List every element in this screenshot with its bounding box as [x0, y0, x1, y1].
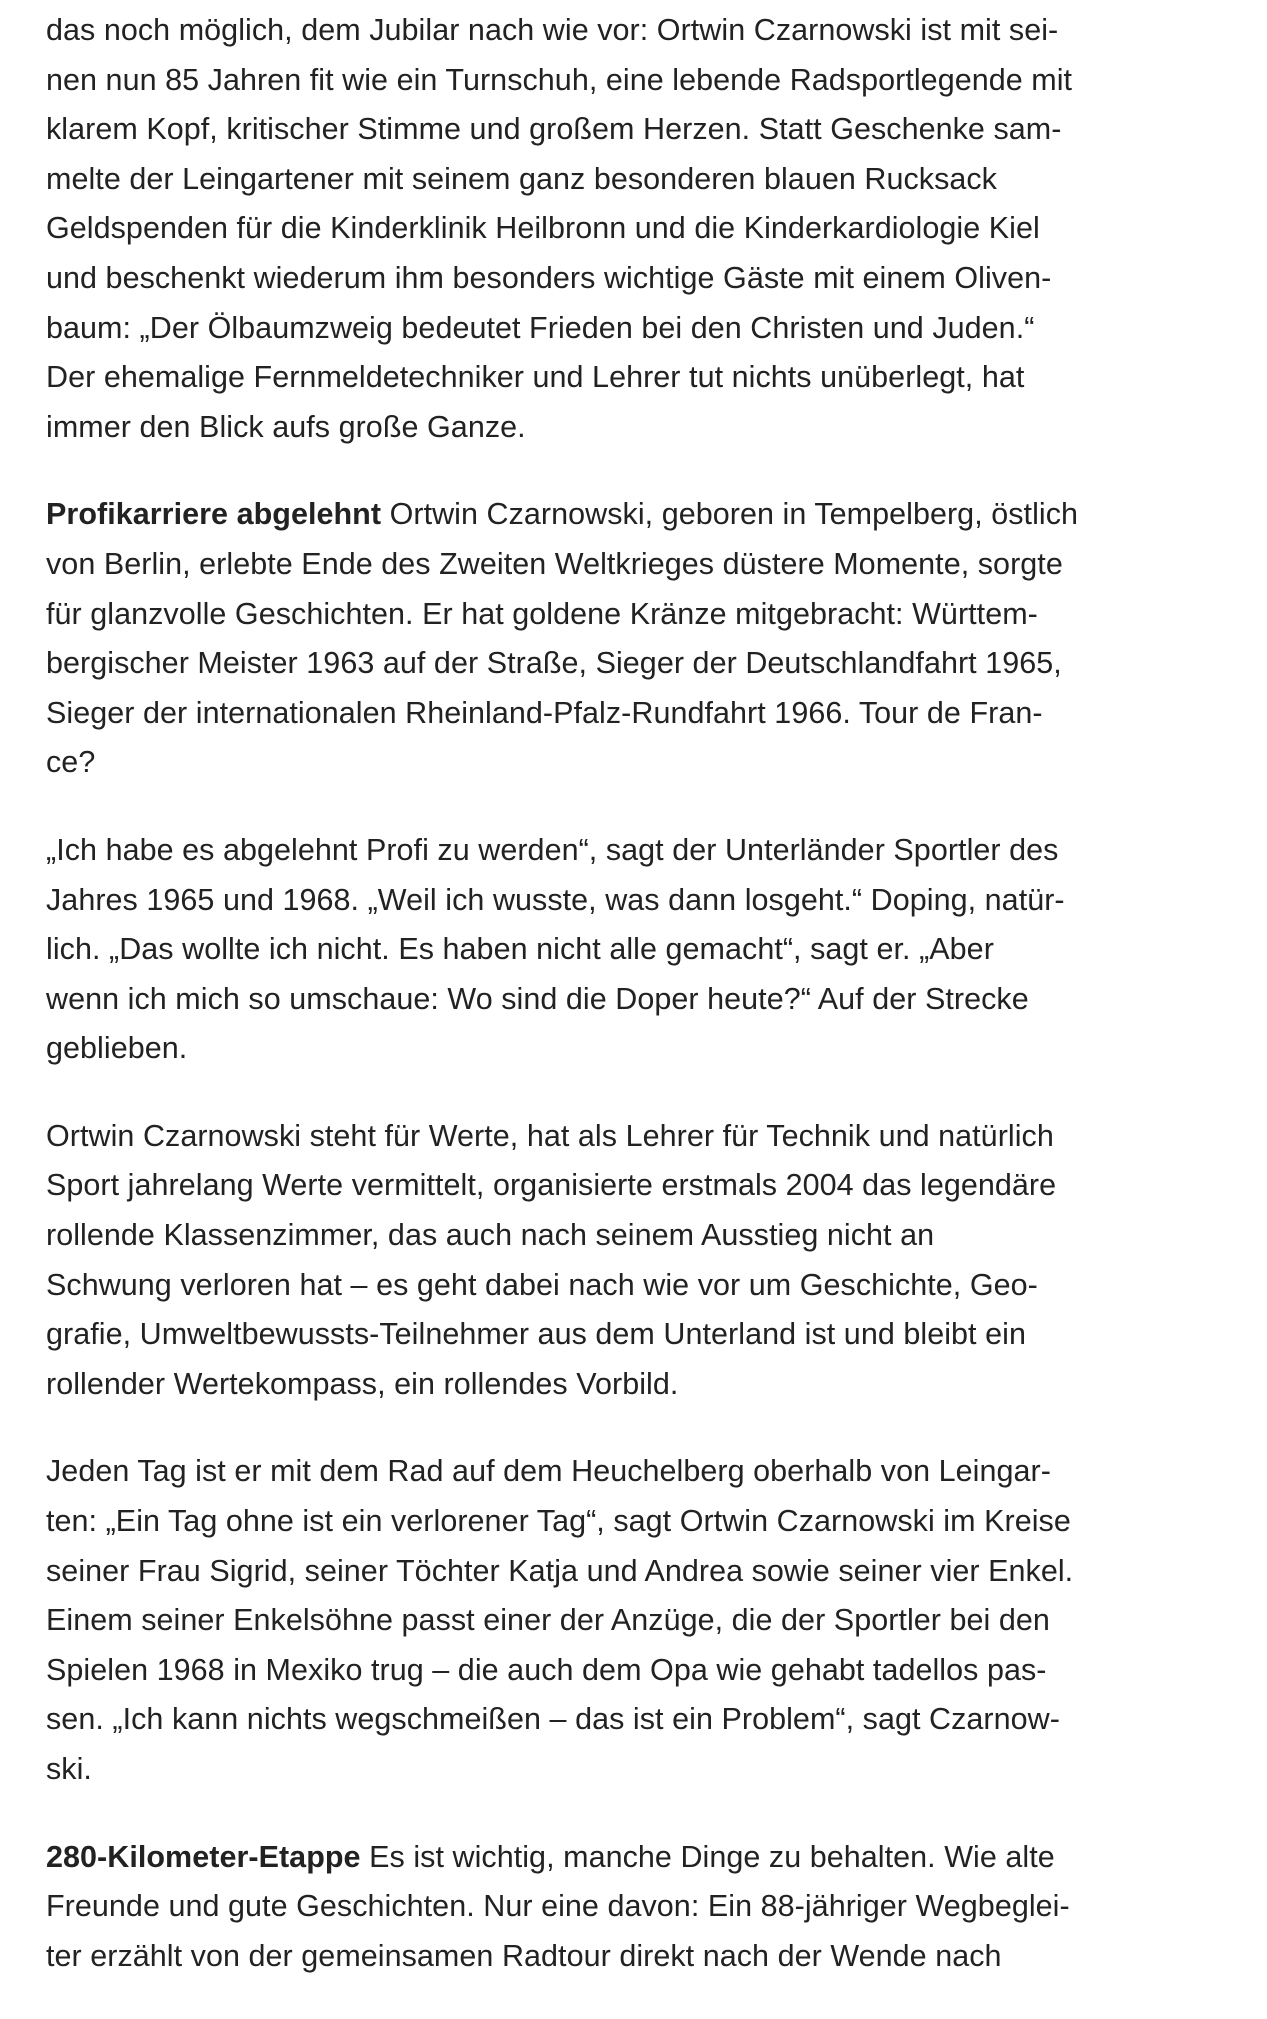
text-fragment: Es ist wichtig, manche Dinge zu behalten. Wie alte [360, 1839, 1055, 1874]
paragraph [46, 1833, 1231, 1982]
text-line: Der ehemalige Fernmeldetechniker und Lehrer tut nichts unüberlegt, hat [46, 360, 1025, 395]
text-line: nen nun 85 Jahren fit wie ein Turnschuh, eine lebende Radsportlegende mit [46, 62, 1073, 97]
text-line: „Ich habe es abgelehnt Profi zu werden“, sagt der Unterländer Sportler des [46, 832, 1059, 867]
text-fragment: Ortwin Czarnowski, geboren in Tempelberg, östlich [381, 497, 1079, 532]
text-line: wenn ich mich so umschaue: Wo sind die Doper heute?“ Auf der Strecke [46, 981, 1029, 1016]
text-line: Sieger der internationalen Rheinland-Pfalz-Rundfahrt 1966. Tour de Fran- [46, 695, 1043, 730]
text-line: melte der Leingartener mit seinem ganz besonderen blauen Rucksack [46, 161, 997, 196]
text-line: ski. [46, 1752, 92, 1786]
text-line: rollende Klassenzimmer, das auch nach seinem Ausstieg nicht an [46, 1218, 935, 1253]
text-line: Schwung verloren hat – es geht dabei nach wie vor um Geschichte, Geo- [46, 1267, 1038, 1302]
text-line: bergischer Meister 1963 auf der Straße, Sieger der Deutschlandfahrt 1965, [46, 646, 1062, 681]
paragraph [46, 1447, 1231, 1794]
text-line: das noch möglich, dem Jubilar nach wie vor: Ortwin Czarnowski ist mit sei- [46, 13, 1059, 47]
paragraph [46, 826, 1231, 1074]
text-line: Freunde und gute Geschichten. Nur eine davon: Ein 88-jähriger Wegbeglei- [46, 1889, 1070, 1924]
text-line: Einem seiner Enkelsöhne passt einer der Anzüge, die der Sportler bei den [46, 1603, 1050, 1638]
text-line: Ortwin Czarnowski steht für Werte, hat als Lehrer für Technik und natürlich [46, 1118, 1054, 1153]
text-line: klarem Kopf, kritischer Stimme und großem Herzen. Statt Geschenke sam- [46, 112, 1062, 147]
text-line: rollender Wertekompass, ein rollendes Vorbild. [46, 1366, 679, 1401]
text-line: von Berlin, erlebte Ende des Zweiten Weltkrieges düstere Momente, sorgte [46, 546, 1063, 581]
article-body [46, 6, 1231, 2019]
paragraph [46, 1112, 1231, 1410]
text-line: lich. „Das wollte ich nicht. Es haben nicht alle gemacht“, sagt er. „Aber [46, 932, 994, 967]
section-subhead: 280-Kilometer-Etappe [46, 1839, 361, 1874]
text-line: und beschenkt wiederum ihm besonders wichtige Gäste mit einem Oliven- [46, 260, 1052, 295]
text-line: ten: „Ein Tag ohne ist ein verlorener Tag“, sagt Ortwin Czarnowski im Kreise [46, 1504, 1071, 1539]
paragraph [46, 490, 1231, 788]
paragraph [46, 6, 1231, 452]
text-line: Geldspenden für die Kinderklinik Heilbronn und die Kinderkardiologie Kiel [46, 211, 1040, 246]
text-line: Jeden Tag ist er mit dem Rad auf dem Heuchelberg oberhalb von Leingar- [46, 1454, 1051, 1489]
text-line [46, 490, 1231, 540]
text-line: seiner Frau Sigrid, seiner Töchter Katja und Andrea sowie seiner vier Enkel. [46, 1553, 1074, 1588]
text-line: baum: „Der Ölbaumzweig bedeutet Frieden bei den Christen und Juden.“ [46, 310, 1035, 345]
text-line: ce? [46, 745, 96, 780]
text-line: Jahres 1965 und 1968. „Weil ich wusste, was dann losgeht.“ Doping, natür- [46, 882, 1065, 917]
text-line: grafie, Umweltbewussts-Teilnehmer aus dem Unterland ist und bleibt ein [46, 1317, 1026, 1352]
text-line: immer den Blick aufs große Ganze. [46, 409, 526, 444]
text-line [46, 1833, 1231, 1883]
text-line: Spielen 1968 in Mexiko trug – die auch dem Opa wie gehabt tadellos pas- [46, 1652, 1047, 1687]
text-line: für glanzvolle Geschichten. Er hat goldene Kränze mitgebracht: Württem- [46, 596, 1038, 631]
text-line: geblieben. [46, 1031, 188, 1066]
text-line: Sport jahrelang Werte vermittelt, organisierte erstmals 2004 das legendäre [46, 1168, 1057, 1203]
section-subhead: Profikarriere abgelehnt [46, 497, 382, 532]
text-line: ter erzählt von der gemeinsamen Radtour direkt nach der Wende nach [46, 1938, 1002, 1973]
text-line: sen. „Ich kann nichts wegschmeißen – das ist ein Problem“, sagt Czarnow- [46, 1702, 1060, 1737]
